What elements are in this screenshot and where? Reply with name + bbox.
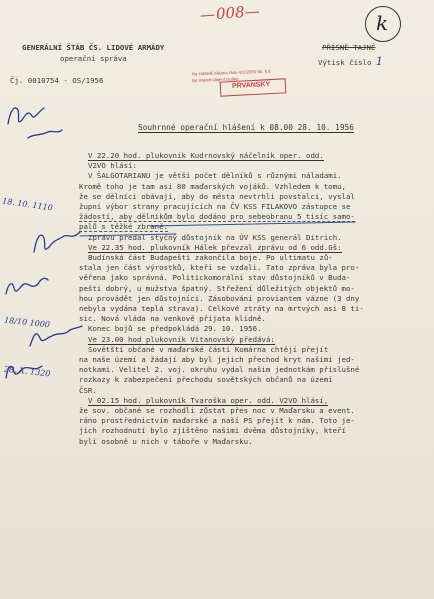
signature-3: [6, 278, 48, 294]
body-line-9: Ve 22.35 hod. plukovník Hálek převzal zprávu od 6 odd.Gš:: [88, 242, 342, 252]
signature-1-note: [28, 130, 62, 138]
body-line-24: V 02.15 hod. plukovník Tvaroška oper. odd. V2VO hlásí,: [88, 395, 329, 405]
body-line-8: Zprávu předal styčný důstojník na ÚV KSS generál Ditrich.: [88, 232, 342, 242]
body-line-3: Kromě toho je tam asi 80 maďarských vojáků. Vzhledem k tomu,: [79, 181, 346, 191]
body-line-10: Budínská část Budapešti zakončila boje. Po ultimatu zů-: [88, 253, 333, 263]
signature-2: [34, 232, 80, 252]
body-line-27: jich rozhodnutí bylo zjištěno našimi dvěma důstojníky, kteří: [79, 426, 346, 436]
body-line-13: pešti dobrý, u mužstva špatný. Střežení důležitých objektů mo-: [79, 283, 355, 293]
body-line-12: věřena jako správná. Politickomorální stav důstojníků v Buda-: [79, 273, 351, 283]
body-line-2: V ŠALGOTARIANU je větší počet dělníků s různými náladami.: [88, 171, 342, 181]
signature-4: [30, 326, 82, 346]
handwritten-page-number: —008—: [199, 1, 261, 25]
declassification-stamp-line2: byl stupeň utajení zrušen: [191, 76, 239, 83]
body-line: [88, 151, 420, 161]
organization-name: GENERÁLNÍ ŠTÁB ČS. LIDOVÉ ARMÁDY: [22, 43, 165, 52]
body-line-21: notkami. Velitel 2. voj. okruhu vydal našim jednotkám příslušné: [79, 365, 360, 375]
body-line-28: byli osobně u nich v táboře v Maďarsku.: [79, 436, 253, 446]
body-line-18: Ve 23.00 hod plukovník Vitanovský předává:: [88, 334, 275, 344]
body-line-17: Konec bojů se předpokládá 29. 10. 1956.: [88, 324, 262, 334]
copy-number-label: [318, 56, 383, 67]
copy-number: 1: [375, 55, 383, 68]
body-line-20: na naše území a žádají aby byl jejich přechod kryt našimi jed-: [79, 355, 355, 365]
report-body: [79, 151, 420, 447]
body-line-19: Sovětští občané v maďarské části Komárna chtějí přejít: [88, 344, 329, 354]
body-line-7: palů s těžké zbraně.: [79, 222, 168, 232]
secrecy-classification: PŘÍSNĚ TAJNÉ: [322, 43, 376, 52]
body-line-22: rozkazy k zabezpečení přechodu sovětských občanů na území: [79, 375, 333, 385]
body-line-16: sic. Nová vláda na venkově přijata klidně.: [79, 314, 266, 324]
body-line-25: že sov. občané se rozhodli zůstat přes noc v Maďarsku a event.: [79, 406, 355, 416]
body-line-11: stala jen část výrostků, kteří se vzdali. Tato zpráva byla pro-: [79, 263, 360, 273]
body-line-26: ráno prostřednictvím maďarské a naší PS přejít k nám. Toto je-: [79, 416, 355, 426]
body-line-23: ČSR.: [79, 385, 97, 395]
body-line-15: nebyla vydána teplá strava). Celkové ztráty na mrtvých asi 8 ti-: [79, 304, 364, 314]
report-title: Souhrnné operační hlášení k 08.00 28. 10. 1956: [138, 123, 354, 132]
body-line-14: hou provádět jen důstojníci. Zásobování proviantem vázne (3 dny: [79, 293, 360, 303]
signature-1: [8, 108, 44, 124]
reference-number: Čj. 0010754 - OS/1956: [10, 76, 104, 85]
copy-label: Výtisk číslo: [318, 58, 372, 67]
declassification-stamp-line1: Na základě zákona číslo 412/2005 Sb. § 8: [191, 68, 271, 77]
body-line-6: žádostí, aby dělníkům bylo dodáno pro sebeobranu 5 tisíc samo-: [79, 212, 355, 222]
body-line-5: župní výbor strany pracujících na ČV KSS FILAKOVO zástupce se: [79, 202, 351, 212]
organization-department: operační správa: [60, 54, 127, 63]
body-line-0: V 22.20 hod. plukovník Kudrnovský náčelník oper. odd.: [88, 151, 324, 160]
body-line-4: že se dělníci obávají, aby do města nevtrhli povstalci, vyslal: [79, 191, 355, 201]
margin-note-2: 18/10 1000: [3, 315, 51, 330]
circled-letter: k: [376, 11, 389, 35]
declassification-stamp-name: PRVANSKÝ: [231, 81, 271, 90]
margin-note-3: 28. X. 1320: [3, 364, 51, 379]
margin-note-1: 18. 10. 1110: [1, 196, 54, 213]
body-line-1: V2VO hlásí:: [88, 161, 137, 171]
handwritten-signatures: [0, 90, 86, 380]
